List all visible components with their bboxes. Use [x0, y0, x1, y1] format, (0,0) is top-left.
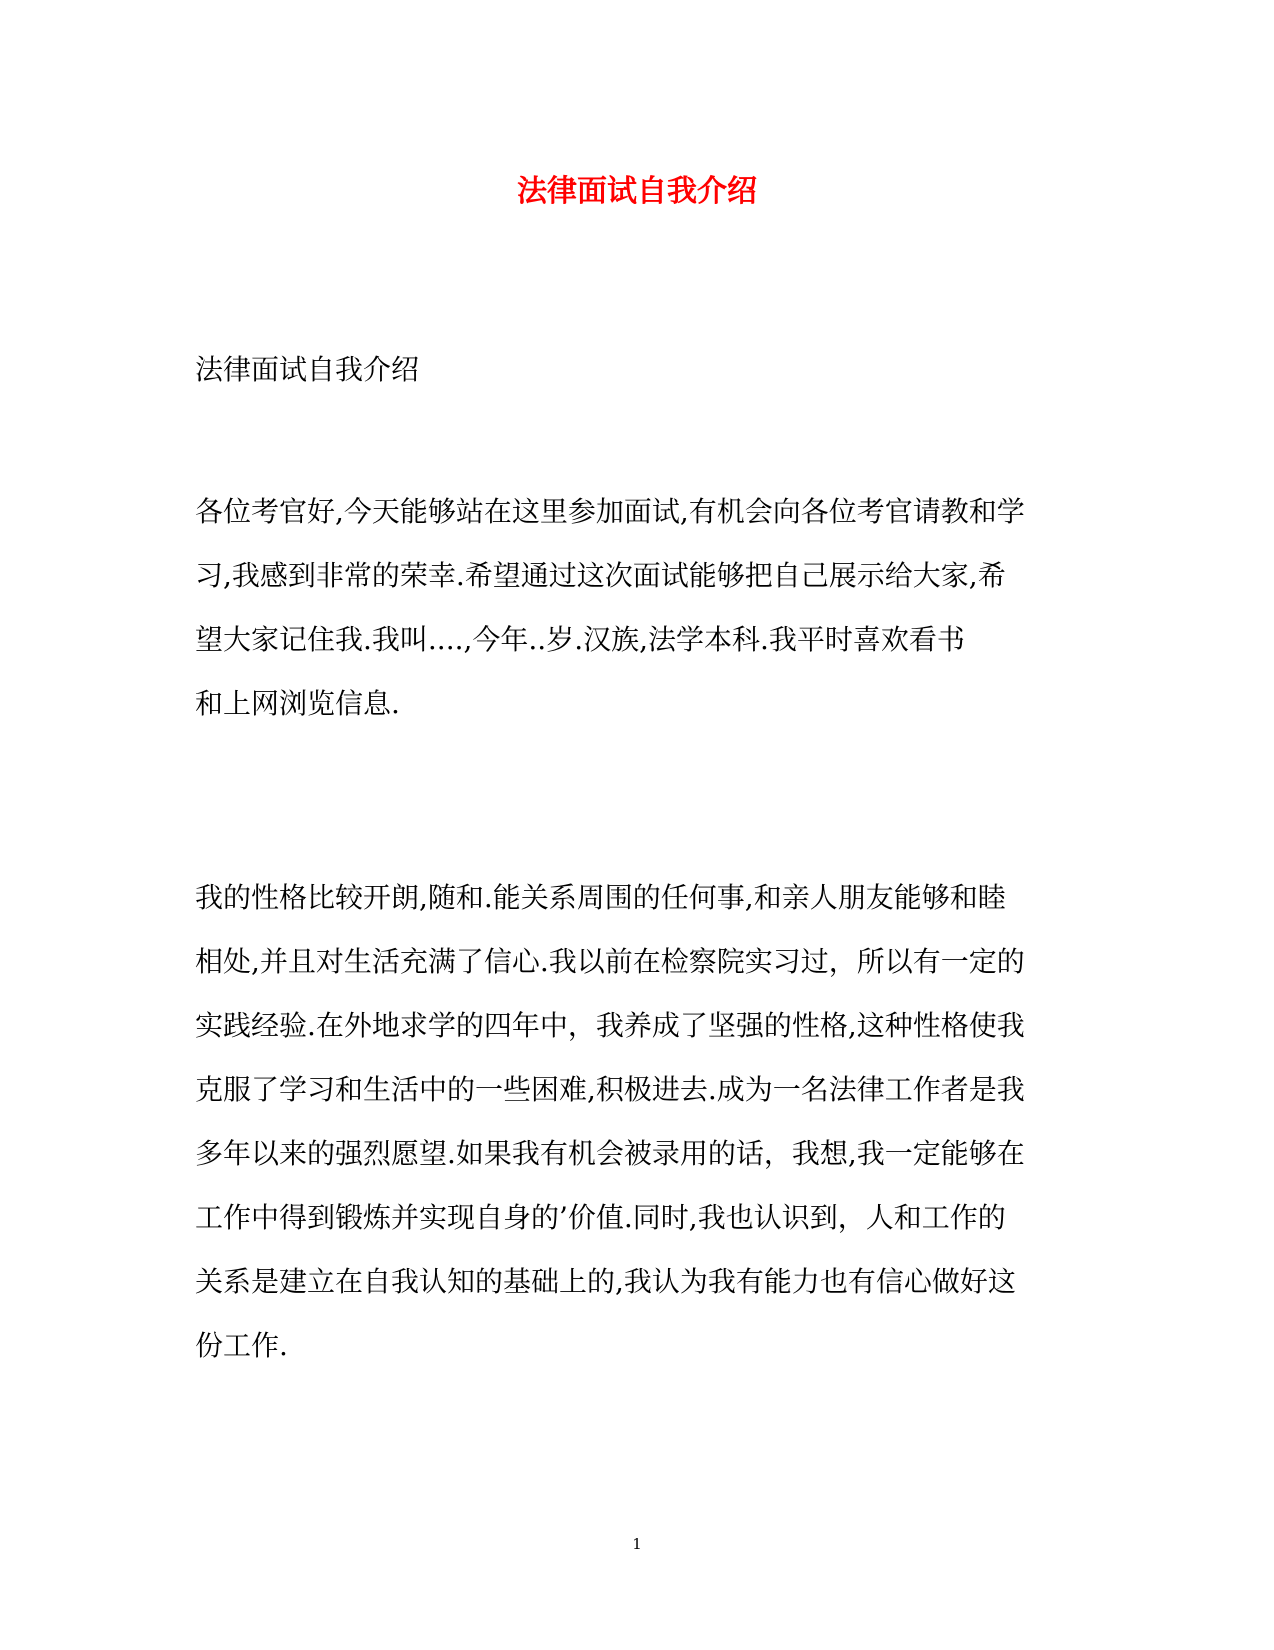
paragraph-line: 各位考官好,今天能够站在这里参加面试,有机会向各位考官请教和学	[195, 495, 1025, 528]
paragraph-1	[195, 480, 1075, 736]
paragraph-line: 份工作.	[195, 1329, 288, 1362]
paragraph-line: 工作中得到锻炼并实现自身的’价值.同时,我也认识到，人和工作的	[195, 1201, 1006, 1234]
paragraph-line: 我的性格比较开朗,随和.能关系周围的任何事,和亲人朋友能够和睦	[195, 881, 1006, 914]
paragraph-line: 多年以来的强烈愿望.如果我有机会被录用的话，我想,我一定能够在	[195, 1137, 1025, 1170]
paragraph-line: 望大家记住我.我叫....,今年..岁.汉族,法学本科.我平时喜欢看书	[195, 623, 965, 656]
document-subtitle: 法律面试自我介绍	[195, 353, 420, 386]
paragraph-line: 和上网浏览信息.	[195, 687, 400, 720]
document-title: 法律面试自我介绍	[517, 174, 757, 209]
paragraph-line: 实践经验.在外地求学的四年中，我养成了坚强的性格,这种性格使我	[195, 1009, 1025, 1042]
paragraph-2	[195, 866, 1075, 1378]
paragraph-line: 相处,并且对生活充满了信心.我以前在检察院实习过，所以有一定的	[195, 945, 1025, 978]
paragraph-line: 关系是建立在自我认知的基础上的,我认为我有能力也有信心做好这	[195, 1265, 1016, 1298]
paragraph-line: 习,我感到非常的荣幸.希望通过这次面试能够把自己展示给大家,希	[195, 559, 1006, 592]
paragraph-line: 克服了学习和生活中的一些困难,积极进去.成为一名法律工作者是我	[195, 1073, 1025, 1106]
page-number: 1	[632, 1535, 642, 1553]
